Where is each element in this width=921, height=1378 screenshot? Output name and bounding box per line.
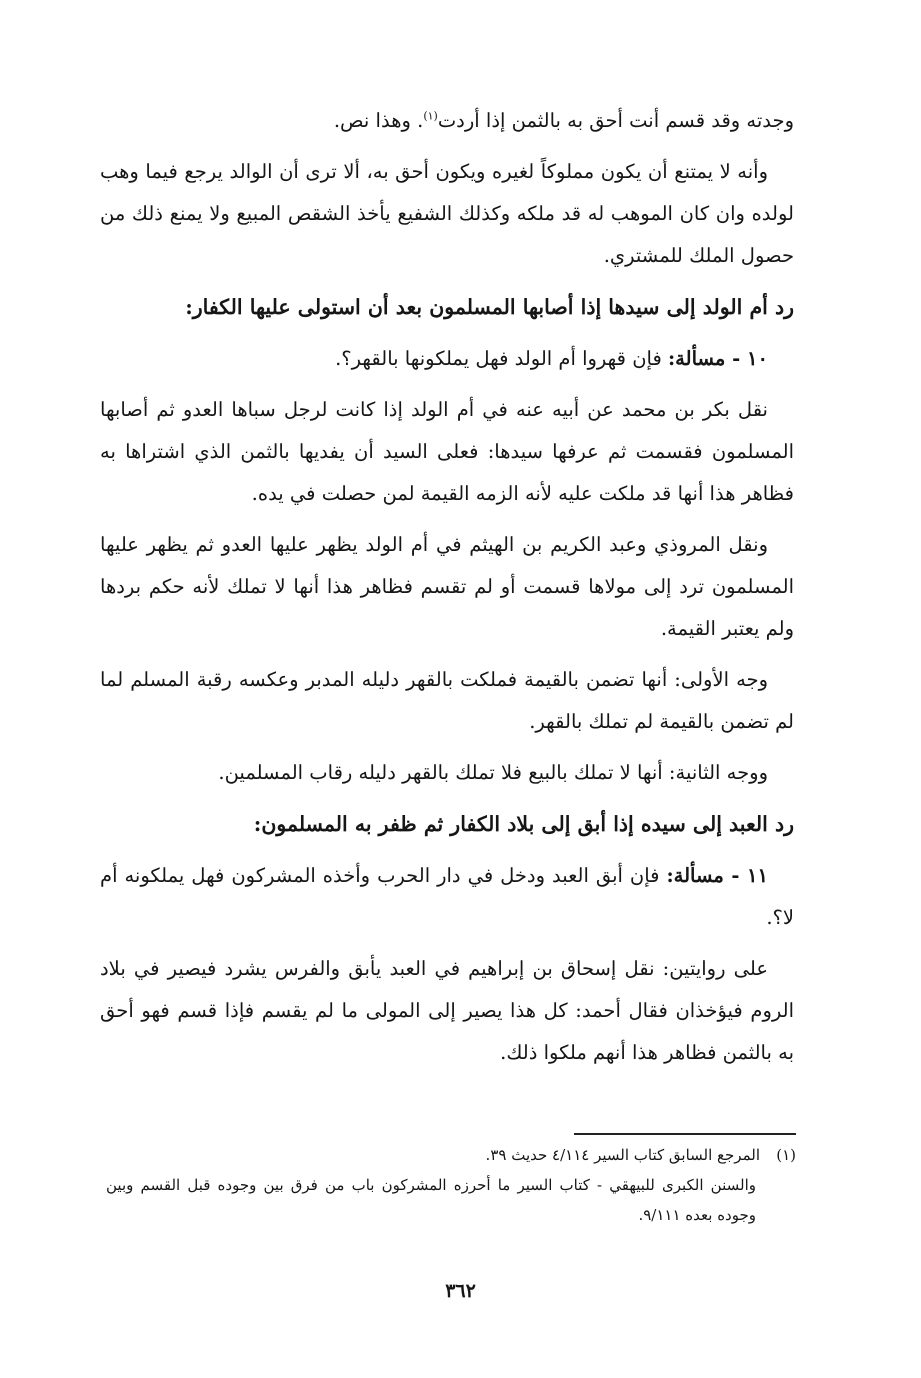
footnote-number: (١) bbox=[776, 1146, 796, 1164]
footnote-continuation: والسنن الكبرى للبيهقي - كتاب السير ما أحرزه المشركون باب من فرق بين وجوده قبل القسم وبين وجوده بعده ٩/١١١. bbox=[106, 1176, 756, 1224]
section-heading: رد العبد إلى سيده إذا أبق إلى بلاد الكفار ثم ظفر به المسلمون: bbox=[253, 812, 794, 836]
paragraph: وأنه لا يمتنع أن يكون مملوكاً لغيره ويكون أحق به، ألا ترى أن الوالد يرجع فيما وهب لولده وان كان الموهب له قد ملكه وكذلك الشفيع يأخذ الشقص المبيع ولا يمنع ذلك من حصول الملك للمشتري. bbox=[100, 160, 794, 267]
footnote-item bbox=[106, 1140, 796, 1170]
footnote-text: المرجع السابق كتاب السير ٤/١١٤ حديث ٣٩. bbox=[485, 1146, 760, 1164]
paragraph: ونقل المروذي وعبد الكريم بن الهيثم في أم الولد يظهر عليها العدو ثم يظهر عليها المسلمون ترد إلى مولاها قسمت أو لم تقسم فظاهر هذا أنها لا تملك لأنه حكم بردها ولم يعتبر القيمة. bbox=[100, 533, 794, 640]
issue-number-label: ١٠ - مسألة: bbox=[667, 347, 768, 370]
page-number: ٣٦٢ bbox=[445, 1280, 476, 1302]
paragraph-text: وجدته وقد قسم أنت أحق به بالثمن إذا أردت bbox=[437, 109, 794, 132]
paragraph-text: فإن أبق العبد ودخل في دار الحرب وأخذه المشركون فهل يملكونه أم لا؟. bbox=[100, 864, 794, 929]
paragraph: على روايتين: نقل إسحاق بن إبراهيم في العبد يأبق والفرس يشرد فيصير في بلاد الروم فيؤخذان فقال أحمد: كل هذا يصير إلى المولى ما لم يقسم فإذا قسم فهو أحق به بالثمن فظاهر هذا أنهم ملكوا ذلك. bbox=[100, 957, 794, 1064]
page-body bbox=[100, 100, 794, 1083]
footnote-reference[interactable]: (١) bbox=[423, 109, 438, 123]
paragraph bbox=[100, 100, 794, 142]
section-heading: رد أم الولد إلى سيدها إذا أصابها المسلمون بعد أن استولى عليها الكفار: bbox=[185, 295, 794, 319]
footnote-divider bbox=[574, 1133, 796, 1135]
issue-paragraph bbox=[100, 338, 794, 380]
paragraph: نقل بكر بن محمد عن أبيه عنه في أم الولد إذا كانت لرجل سباها العدو ثم أصابها المسلمون فقسمت ثم عرفها سيدها: فعلى السيد أن يفديها بالثمن الذي اشتراها به فظاهر هذا أنها قد ملكت عليه لأنه الزمه القيمة لمن حصلت في يده. bbox=[100, 398, 794, 505]
footnotes bbox=[106, 1140, 796, 1230]
paragraph: ووجه الثانية: أنها لا تملك بالبيع فلا تملك بالقهر دليله رقاب المسلمين. bbox=[218, 761, 768, 784]
paragraph: وجه الأولى: أنها تضمن بالقيمة فملكت بالقهر دليله المدبر وعكسه رقبة المسلم لما لم تضمن بالقيمة لم تملك بالقهر. bbox=[100, 668, 794, 733]
paragraph-text: فإن قهروا أم الولد فهل يملكونها بالقهر؟. bbox=[335, 347, 668, 370]
paragraph-text: . وهذا نص. bbox=[333, 109, 424, 132]
issue-number-label: ١١ - مسألة: bbox=[666, 864, 768, 887]
issue-paragraph bbox=[100, 855, 794, 939]
